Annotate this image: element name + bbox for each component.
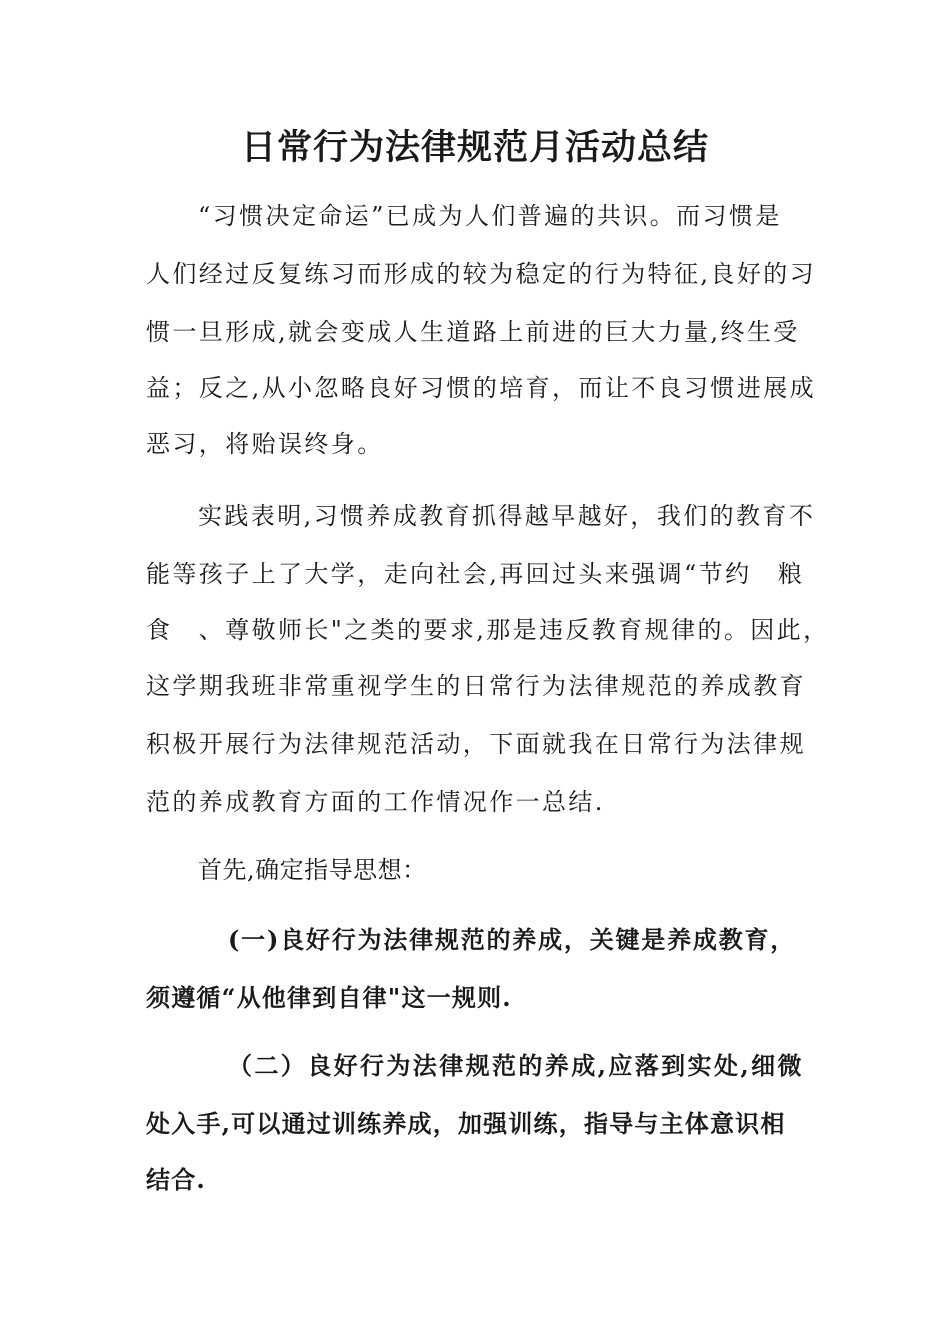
- text-line: (一)良好行为法律规范的养成，关键是养成教育，: [228, 925, 797, 954]
- document-title: 日常行为法律规范月活动总结: [240, 127, 709, 168]
- text-line: 能等孩子上了大学，走向社会,再回过头来强调“节约 粮: [146, 560, 805, 588]
- text-line: 恶习，将贻误终身。: [146, 430, 384, 458]
- text-line: 首先,确定指导思想：: [198, 856, 427, 884]
- text-line: 益；反之,从小忽略良好习惯的培育，而让不良习惯进展成: [146, 374, 817, 402]
- text-line: 结合.: [146, 1165, 206, 1194]
- text-line: 人们经过反复练习而形成的较为稳定的行为特征,良好的习: [146, 260, 817, 288]
- text-line: 范的养成教育方面的工作情况作一总结.: [146, 788, 605, 816]
- text-line: 处入手,可以通过训练养成，加强训练，指导与主体意识相: [146, 1109, 786, 1138]
- text-line: 这学期我班非常重视学生的日常行为法律规范的养成教育: [146, 672, 806, 700]
- text-line: 实践表明,习惯养成教育抓得越早越好，我们的教育不: [198, 502, 816, 530]
- text-line: 须遵循“从他律到自律"这一规则.: [146, 983, 512, 1012]
- text-line: “习惯决定命运”已成为人们普遍的共识。而习惯是: [198, 202, 782, 230]
- text-line: （二）良好行为法律规范的养成,应落到实处,细微: [228, 1051, 804, 1080]
- text-line: 食 、尊敬师长"之类的要求,那是违反教育规律的。因此，: [146, 616, 830, 644]
- text-line: 惯一旦形成,就会变成人生道路上前进的巨大力量,终生受: [146, 318, 800, 346]
- text-line: 积极开展行为法律规范活动，下面就我在日常行为法律规: [146, 730, 806, 758]
